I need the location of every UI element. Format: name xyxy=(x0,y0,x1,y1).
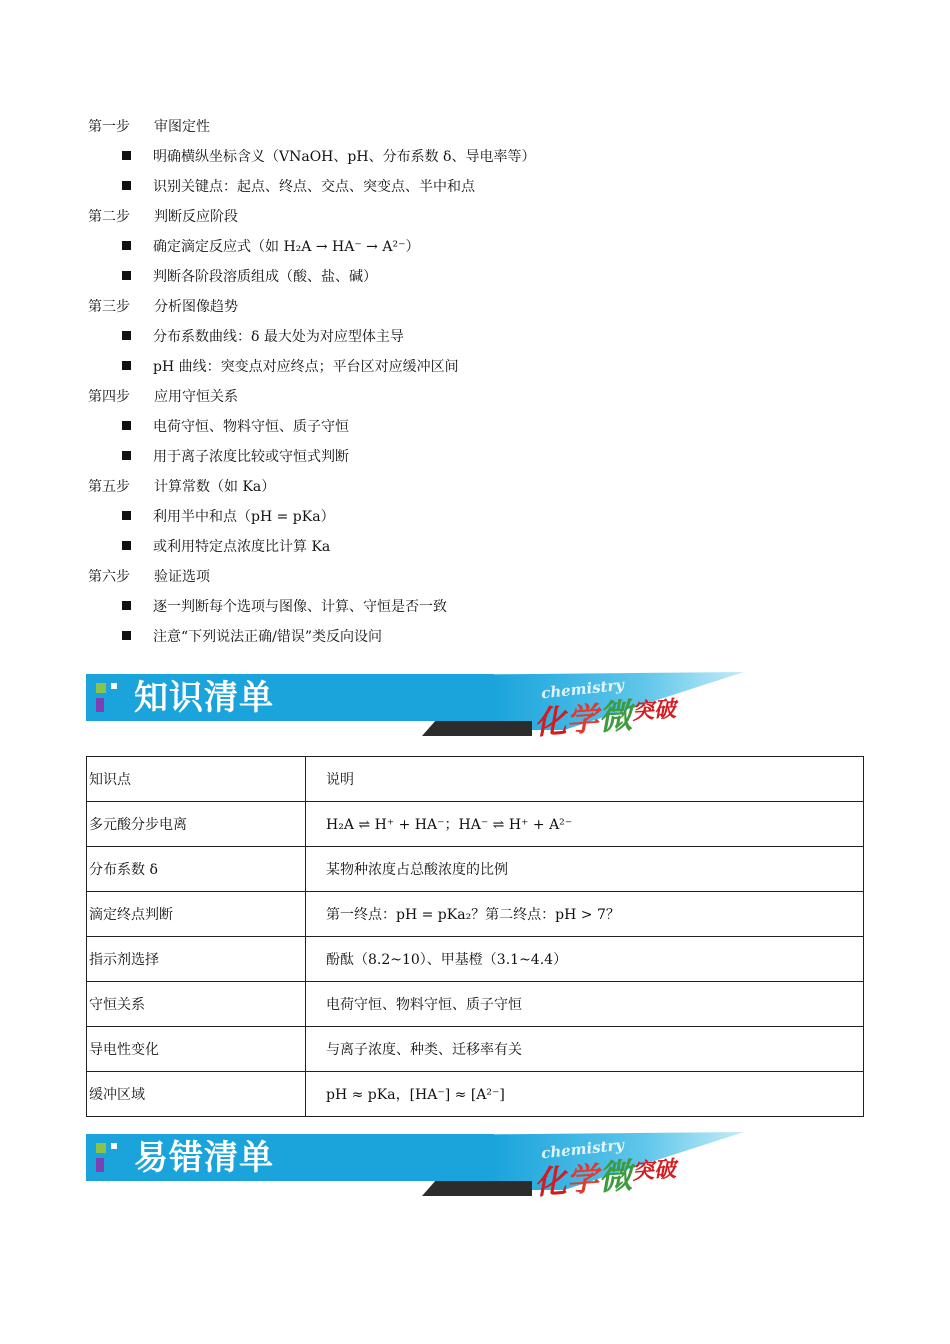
bullet-item: 分布系数曲线：δ 最大处为对应型体主导 xyxy=(88,322,868,352)
step-1 xyxy=(88,112,868,202)
pixel-decor-icon xyxy=(111,1143,117,1149)
logo: 化学微突破 xyxy=(533,1156,677,1202)
bullet-item: 判断各阶段溶质组成（酸、盐、碱） xyxy=(88,262,868,292)
table-header-cell: 说明 xyxy=(306,757,864,802)
square-bullet-icon xyxy=(122,601,131,610)
table-header-row xyxy=(87,757,864,802)
bullet-item: 逐一判断每个选项与图像、计算、守恒是否一致 xyxy=(88,592,868,622)
bullet-item: 识别关键点：起点、终点、交点、突变点、半中和点 xyxy=(88,172,868,202)
bullet-item: 确定滴定反应式（如 H₂A → HA⁻ → A²⁻） xyxy=(88,232,868,262)
bullet-item: pH 曲线：突变点对应终点；平台区对应缓冲区间 xyxy=(88,352,868,382)
step-number: 第五步 xyxy=(88,479,130,495)
table-cell: 守恒关系 xyxy=(87,982,306,1027)
bullet-item: 注意“下列说法正确/错误”类反向设问 xyxy=(88,622,868,652)
bullet-item: 利用半中和点（pH = pKa） xyxy=(88,502,868,532)
table-cell: 酚酞（8.2~10）、甲基橙（3.1~4.4） xyxy=(306,937,864,982)
table-cell: 指示剂选择 xyxy=(87,937,306,982)
knowledge-list-banner xyxy=(86,672,746,746)
table-cell: 滴定终点判断 xyxy=(87,892,306,937)
step-title: 判断反应阶段 xyxy=(154,209,238,225)
step-title: 审图定性 xyxy=(154,119,210,135)
table-cell: 多元酸分步电离 xyxy=(87,802,306,847)
table-cell: 缓冲区域 xyxy=(87,1072,306,1117)
step-number: 第四步 xyxy=(88,389,130,405)
logo: 化学微突破 xyxy=(533,696,677,742)
square-bullet-icon xyxy=(122,631,131,640)
table-row xyxy=(87,937,864,982)
square-bullet-icon xyxy=(122,451,131,460)
bullet-item: 电荷守恒、物料守恒、质子守恒 xyxy=(88,412,868,442)
table-row xyxy=(87,1072,864,1117)
pixel-decor-icon xyxy=(96,1143,106,1153)
pixel-decor-icon xyxy=(96,698,104,712)
step-number: 第六步 xyxy=(88,569,130,585)
table-cell: 与离子浓度、种类、迁移率有关 xyxy=(306,1027,864,1072)
table-cell: pH ≈ pKa，[HA⁻] ≈ [A²⁻] xyxy=(306,1072,864,1117)
table-row xyxy=(87,847,864,892)
bullet-item: 明确横纵坐标含义（VNaOH、pH、分布系数 δ、导电率等） xyxy=(88,142,868,172)
table-header-cell: 知识点 xyxy=(87,757,306,802)
step-title: 应用守恒关系 xyxy=(154,389,238,405)
logo-text-en: chemistry xyxy=(540,675,625,703)
step-5 xyxy=(88,472,868,562)
pixel-decor-icon xyxy=(111,683,117,689)
solution-steps xyxy=(88,112,868,652)
step-number: 第一步 xyxy=(88,119,130,135)
table-row xyxy=(87,1027,864,1072)
square-bullet-icon xyxy=(122,331,131,340)
step-title: 计算常数（如 Ka） xyxy=(154,479,276,495)
table-row xyxy=(87,892,864,937)
table-cell: 第一终点：pH = pKa₂？第二终点：pH > 7？ xyxy=(306,892,864,937)
pixel-decor-icon xyxy=(96,1158,104,1172)
table-row xyxy=(87,802,864,847)
bullet-item: 或利用特定点浓度比计算 Ka xyxy=(88,532,868,562)
square-bullet-icon xyxy=(122,181,131,190)
square-bullet-icon xyxy=(122,151,131,160)
error-list-banner xyxy=(86,1132,746,1206)
table-cell: H₂A ⇌ H⁺ + HA⁻；HA⁻ ⇌ H⁺ + A²⁻ xyxy=(306,802,864,847)
step-4 xyxy=(88,382,868,472)
table-cell: 分布系数 δ xyxy=(87,847,306,892)
step-number: 第二步 xyxy=(88,209,130,225)
square-bullet-icon xyxy=(122,361,131,370)
step-3 xyxy=(88,292,868,382)
table-row xyxy=(87,982,864,1027)
step-number: 第三步 xyxy=(88,299,130,315)
banner-title: 易错清单 xyxy=(134,1138,274,1178)
step-title: 分析图像趋势 xyxy=(154,299,238,315)
banner-title: 知识清单 xyxy=(134,678,274,718)
bullet-item: 用于离子浓度比较或守恒式判断 xyxy=(88,442,868,472)
pixel-decor-icon xyxy=(96,683,106,693)
banner-shadow xyxy=(422,721,532,736)
square-bullet-icon xyxy=(122,511,131,520)
square-bullet-icon xyxy=(122,271,131,280)
square-bullet-icon xyxy=(122,421,131,430)
square-bullet-icon xyxy=(122,241,131,250)
step-2 xyxy=(88,202,868,292)
banner-shadow xyxy=(422,1181,532,1196)
table-cell: 电荷守恒、物料守恒、质子守恒 xyxy=(306,982,864,1027)
step-title: 验证选项 xyxy=(154,569,210,585)
table-cell: 某物种浓度占总酸浓度的比例 xyxy=(306,847,864,892)
square-bullet-icon xyxy=(122,541,131,550)
table-cell: 导电性变化 xyxy=(87,1027,306,1072)
logo-text-en: chemistry xyxy=(540,1135,625,1163)
knowledge-table xyxy=(86,756,864,1117)
step-6 xyxy=(88,562,868,652)
